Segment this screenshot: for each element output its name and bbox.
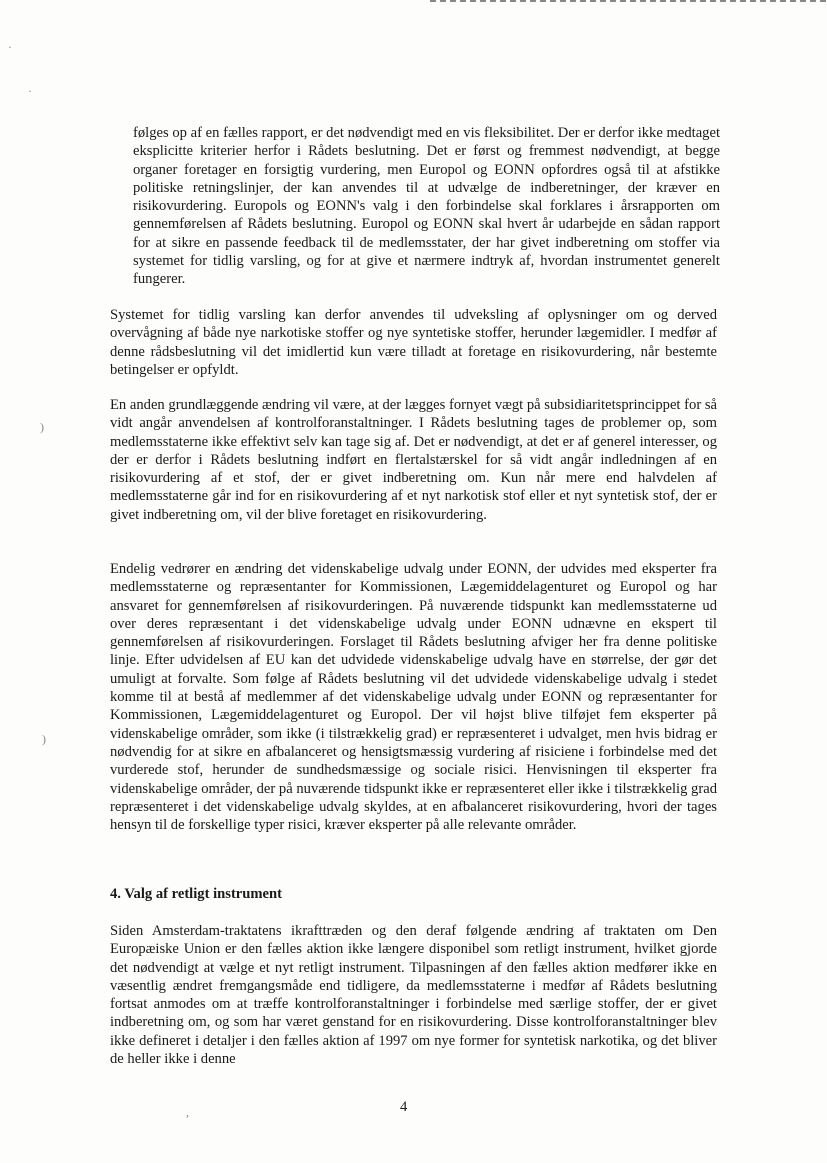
paragraph-4: Endelig vedrører en ændring det videnskabelige udvalg under EONN, der udvides med eksperter fra medlemsstaterne og repræsentanter for Kommissionen, Lægemiddelagenturet og Europol og har ansvaret for gennemførelsen af risikovurderingen. På nuværende tidspunkt kan medlemsstaterne ud over deres repræsentant i det videnskabelige udvalg under EONN udnævne en ekspert til gennemførelsen af risikovurderingen. Forslaget til Rådets beslutning afviger her fra denne politiske linje. Efter udvidelsen af EU kan det udvidede videnskabelige udvalg have en størrelse, der gør det umuligt at forvalte. Som følge af Rådets beslutning vil det udvidede videnskabelige udvalg i stedet komme til at bestå af medlemmer af det videnskabelige udvalg under EONN og repræsentanter for Kommissionen, Lægemiddelagenturet og Europol. Der vil højst blive tilføjet fem eksperter på videnskabelige områder, som ikke (i tilstrækkelig grad) er repræsenteret i udvalget, men hvis bidrag er nødvendig for at sikre en afbalanceret og hensigtsmæssig vurdering af risiciene i forbindelse med det vurderede stof, herunder de sundhedsmæssige og sociale risici. Henvisningen til eksperter fra videnskabelige områder, der på nuværende tidspunkt ikke er repræsenteret eller ikke i tilstrækkelig grad repræsenteret i det videnskabelige udvalg skyldes, at en afbalanceret risikovurdering, hvori der tages hensyn til de forskellige typer risici, kræver eksperter på alle relevante områder. xyxy=(110,561,717,834)
scan-speck: · xyxy=(8,40,12,54)
scan-speck: ) xyxy=(40,420,44,434)
scan-speck: · xyxy=(28,84,32,98)
scan-speck: , xyxy=(186,1105,189,1119)
section-heading: 4. Valg af retligt instrument xyxy=(110,886,283,902)
paragraph-3: En anden grundlæggende ændring vil være, at der lægges fornyet vægt på subsidiaritetsprincippet for så vidt angår anvendelsen af kontrolforanstaltninger. I Rådets beslutning tages de problemer op, som medlemsstaterne ikke effektivt selv kan tage sig af. Det er nødvendigt, at det er af generel interesser, og der er derfor i Rådets beslutning indført en flertalstærskel for så vidt angår indledningen af en risikovurdering af et stof, der er givet indberetning om. Kun når mere end halvdelen af medlemsstaterne går ind for en risikovurdering af et nyt narkotisk stof eller et nyt syntetisk stof, der er givet indberetning om, vil der blive foretaget en risikovurdering. xyxy=(110,397,717,523)
paragraph-2: Systemet for tidlig varsling kan derfor anvendes til udveksling af oplysninger om og derved overvågning af både nye narkotiske stoffer og nye syntetiske stoffer, herunder lægemidler. I medfør af denne rådsbeslutning vil det imidlertid kun være tilladt at foretage en risikovurdering, når bestemte betingelser er opfyldt. xyxy=(110,307,717,378)
scan-edge-line xyxy=(430,0,827,2)
scan-speck: ) xyxy=(42,732,46,746)
page-number: 4 xyxy=(400,1099,408,1115)
paragraph-1: følges op af en fælles rapport, er det nødvendigt med en vis fleksibilitet. Der er derfor ikke medtaget eksplicitte kriterier herfor i Rådets beslutning. Det er først og fremmest nødvendigt, at begge organer foretager en forsigtig vurdering, men Europol og EONN opfordres også til at afstikke politiske retningslinjer, der kan anvendes til at udvælge de indberetninger, der kræver en risikovurdering. Europols og EONN's valg i den forbindelse skal forklares i årsrapporten om gennemførelsen af Rådets beslutning. Europol og EONN skal hvert år udarbejde en sådan rapport for at sikre en passende feedback til de medlemsstater, der har givet indberetning om stoffer via systemet for tidlig varsling, og for at give et nærmere indtryk af, hvordan instrumentet generelt fungerer. xyxy=(133,125,720,288)
paragraph-5: Siden Amsterdam-traktatens ikrafttræden og den deraf følgende ændring af traktaten om Den Europæiske Union er den fælles aktion ikke længere disponibel som retligt instrument, hvilket gjorde det nødvendigt at vælge et nyt retligt instrument. Tilpasningen af den fælles aktion medfører ikke en væsentlig ændret fremgangsmåde end tidligere, da medlemsstaterne i medfør af Rådets beslutning fortsat anmodes om at træffe kontrolforanstaltninger i forbindelse med særlige stoffer, der er givet indberetning om, og som har været genstand for en risikovurdering. Disse kontrolforanstaltninger blev ikke defineret i detaljer i den fælles aktion af 1997 om nye former for syntetisk narkotika, og det bliver de heller ikke i denne xyxy=(110,923,717,1068)
